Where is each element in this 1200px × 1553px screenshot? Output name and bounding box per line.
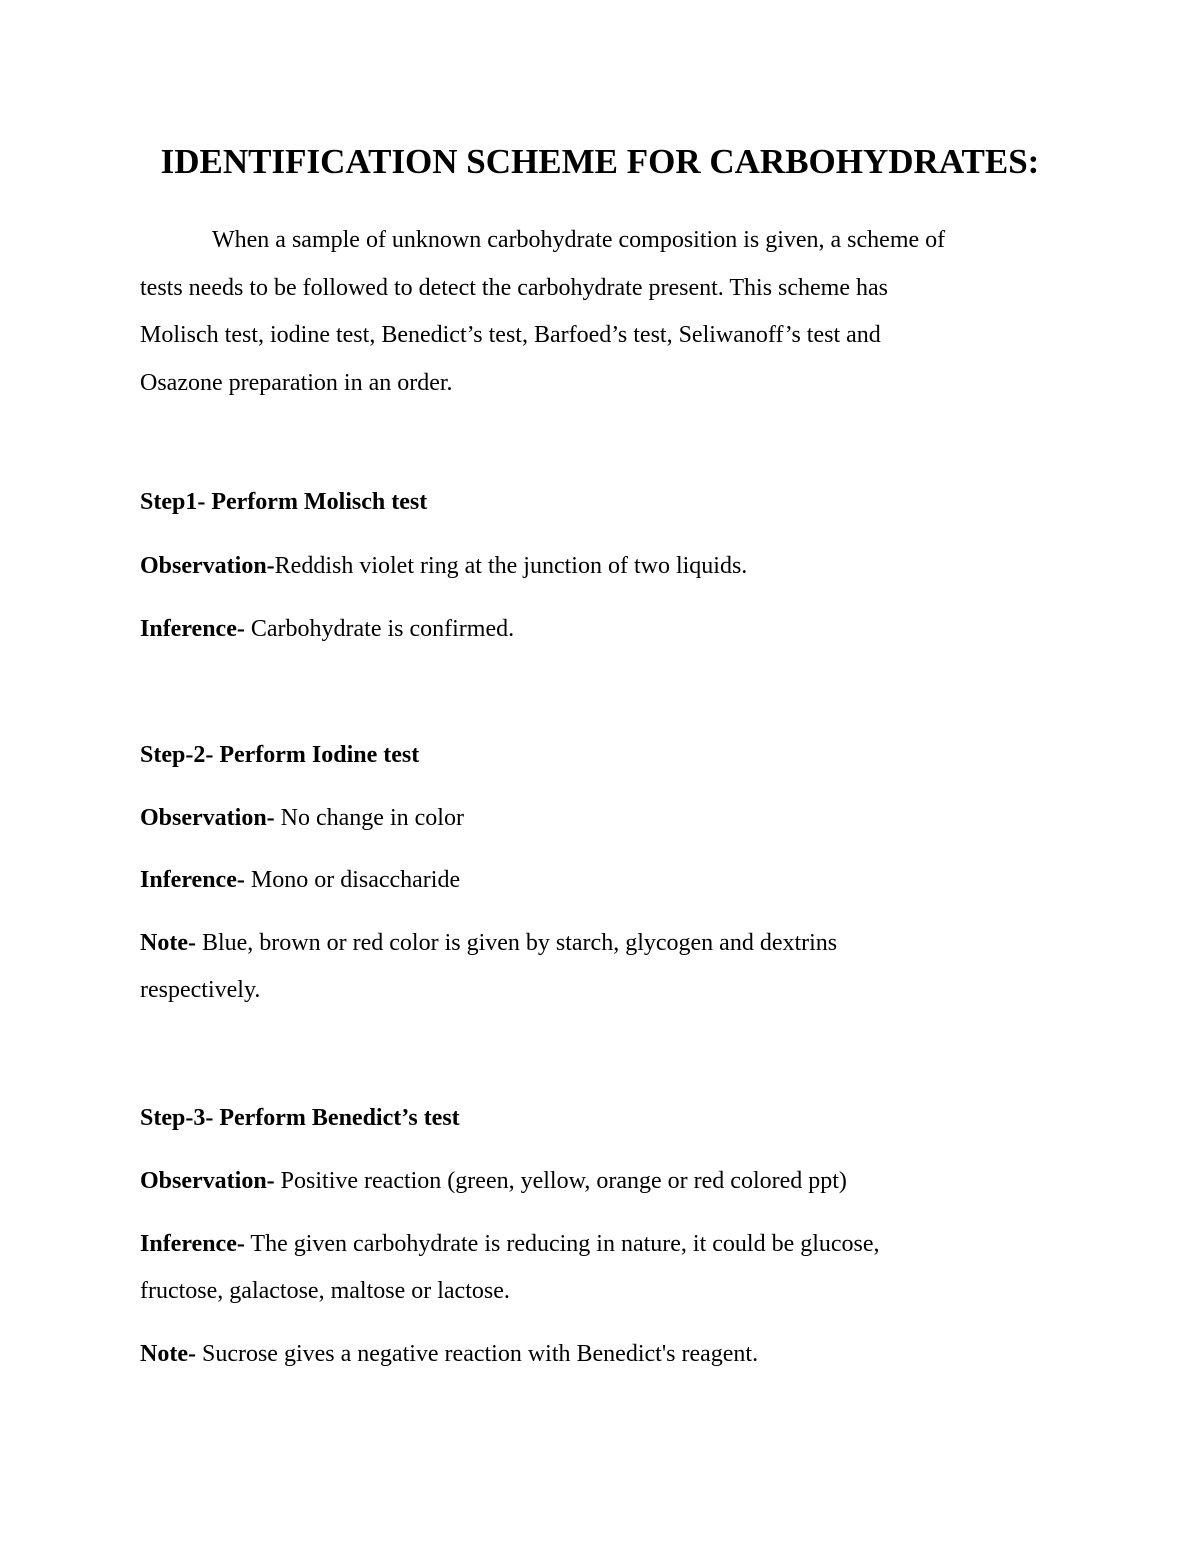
step-1-inference [140,606,1060,654]
step-2-inference [140,857,1060,905]
step-2-note [140,920,1060,968]
intro-line: Molisch test, iodine test, Benedict’s test, Barfoed’s test, Seliwanoff’s test and [140,322,881,348]
step-3-observation [140,1158,1060,1206]
inference-label: Inference- [140,867,245,893]
inference-label: Inference- [140,1231,245,1257]
step-3-note [140,1331,1060,1379]
note-label: Note- [140,930,196,956]
intro-line: Osazone preparation in an order. [140,369,453,396]
intro-paragraph [140,217,1060,407]
inference-label: Inference- [140,616,245,642]
inference-text: The given carbohydrate is reducing in nature, it could be glucose, [244,1231,880,1257]
observation-label: Observation- [140,805,275,831]
note-text: Blue, brown or red color is given by starch, glycogen and dextrins [195,930,838,956]
observation-label: Observation- [140,553,275,579]
step-3-inference [140,1221,1060,1269]
intro-line: tests needs to be followed to detect the carbohydrate present. This scheme has [140,274,888,301]
step-2-heading: Step-2- Perform Iodine test [140,742,420,768]
step-2-note-continued: respectively. [140,977,261,1003]
step-1-observation [140,543,1060,591]
observation-text: Reddish violet ring at the junction of two liquids. [274,553,748,579]
step-3-inference-continued: fructose, galactose, maltose or lactose. [140,1278,510,1304]
document-title: IDENTIFICATION SCHEME FOR CARBOHYDRATES: [160,142,1040,181]
intro-line-text: When a sample of unknown carbohydrate composition is given, a scheme of [212,227,946,253]
observation-text: Positive reaction (green, yellow, orange or red colored ppt) [274,1168,847,1194]
intro-line [140,217,1060,265]
note-label: Note- [140,1341,196,1367]
observation-text: No change in color [274,805,464,831]
inference-text: Carbohydrate is confirmed. [244,616,515,642]
step-2-observation [140,795,1060,843]
step-3-heading: Step-3- Perform Benedict’s test [140,1105,460,1131]
observation-label: Observation- [140,1168,275,1194]
step-1-heading: Step1- Perform Molisch test [140,489,428,515]
inference-text: Mono or disaccharide [244,867,461,893]
note-text: Sucrose gives a negative reaction with Benedict's reagent. [195,1341,759,1367]
